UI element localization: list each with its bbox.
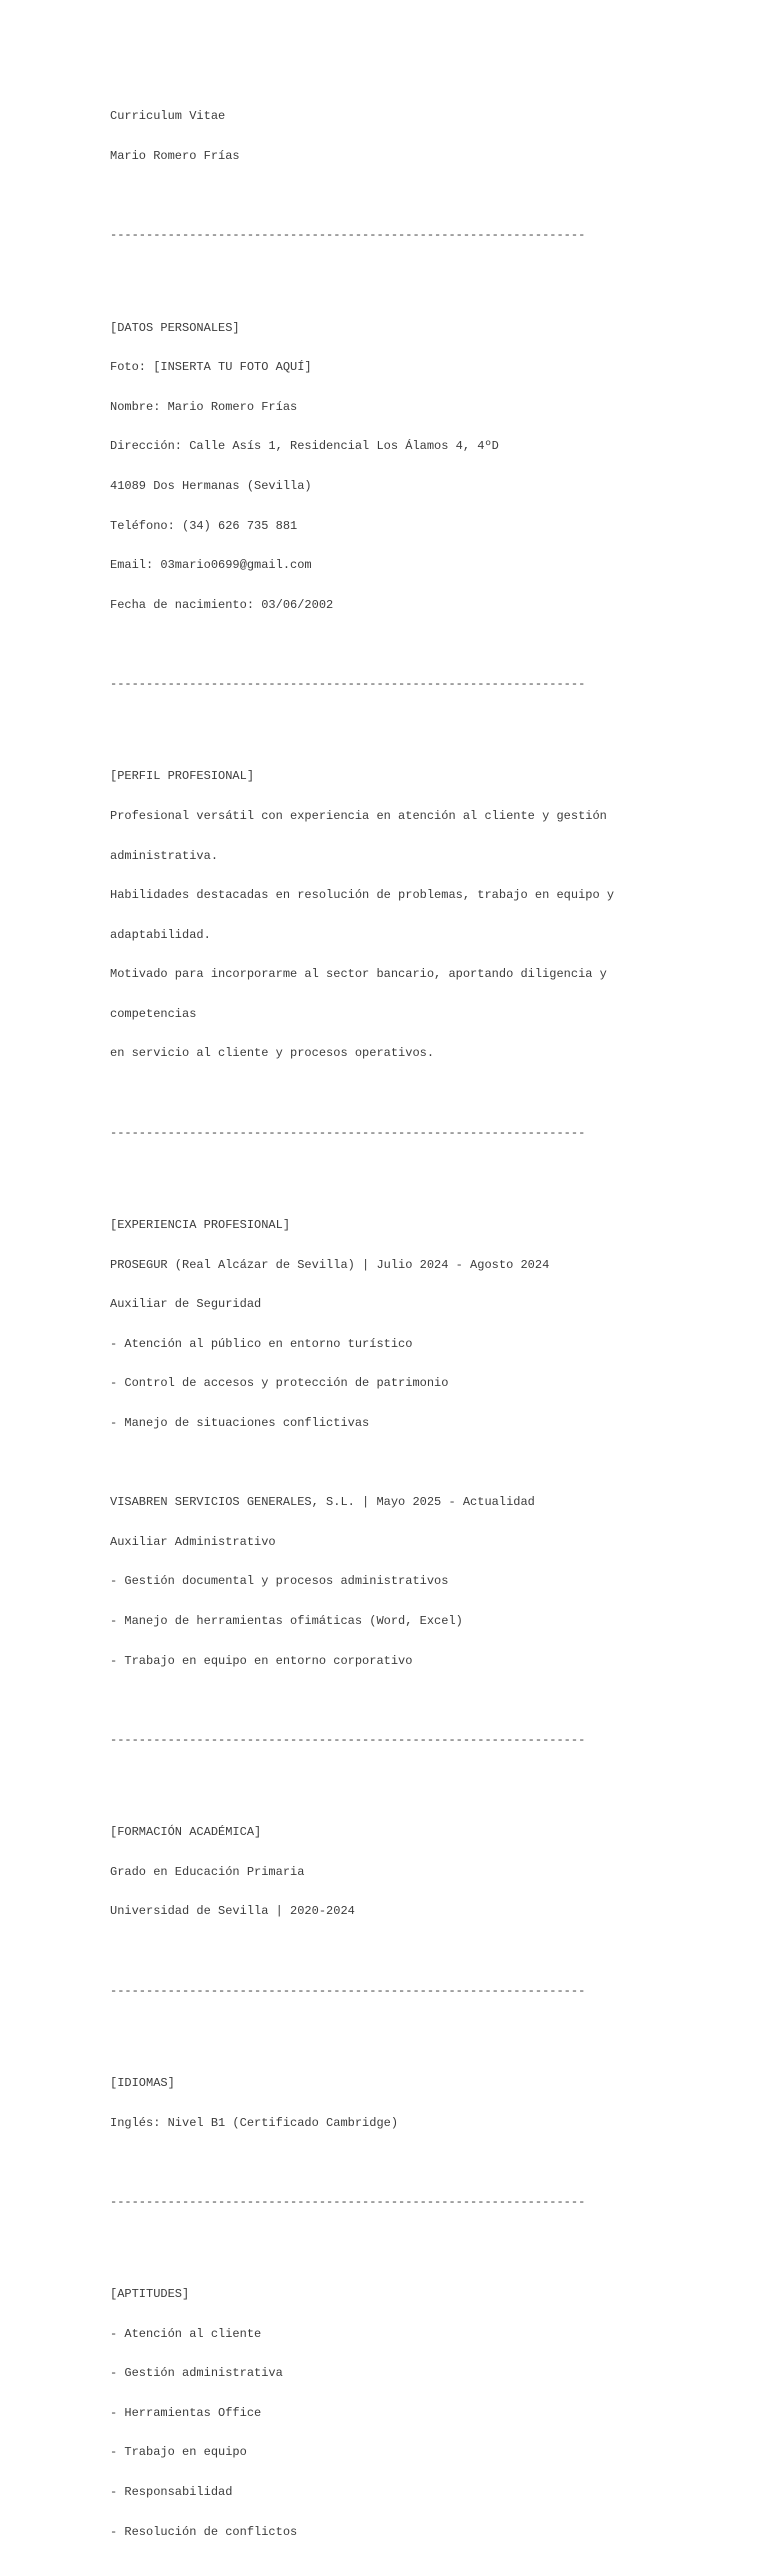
address-city: 41089 Dos Hermanas (Sevilla) <box>110 478 312 493</box>
job-title: Auxiliar de Seguridad <box>110 1297 262 1312</box>
blank-line <box>110 1166 710 1179</box>
cv-document <box>110 84 710 2552</box>
blank-line <box>110 269 710 282</box>
skill-item: - Resolución de conflictos <box>110 2524 298 2539</box>
section-heading-experiencia: [EXPERIENCIA PROFESIONAL] <box>110 1218 291 1233</box>
blank-line <box>110 1773 710 1786</box>
section-heading-datos-personales: [DATOS PERSONALES] <box>110 320 240 335</box>
section-divider: ------------------------------------------------------------------ <box>110 228 586 243</box>
section-divider: ------------------------------------------------------------------ <box>110 676 586 691</box>
profile-text: Habilidades destacadas en resolución de problemas, trabajo en equipo y <box>110 888 615 903</box>
language: Inglés: Nivel B1 (Certificado Cambridge) <box>110 2115 399 2130</box>
blank-line <box>110 2235 710 2248</box>
blank-line <box>110 190 710 203</box>
profile-text: competencias <box>110 1006 197 1021</box>
job-task: - Manejo de herramientas ofimáticas (Word, Excel) <box>110 1613 463 1628</box>
full-name: Nombre: Mario Romero Frías <box>110 399 298 414</box>
job-title: Auxiliar Administrativo <box>110 1534 276 1549</box>
blank-line <box>110 1945 710 1958</box>
email: Email: 03mario0699@gmail.com <box>110 558 312 573</box>
skill-item: - Herramientas Office <box>110 2405 262 2420</box>
blank-line <box>110 2156 710 2169</box>
doc-name: Mario Romero Frías <box>110 149 240 163</box>
section-divider: ------------------------------------------------------------------ <box>110 1732 586 1747</box>
degree: Grado en Educación Primaria <box>110 1864 305 1879</box>
blank-line <box>110 2024 710 2037</box>
profile-text: administrativa. <box>110 848 219 863</box>
section-divider: ------------------------------------------------------------------ <box>110 1125 586 1140</box>
section-divider: ------------------------------------------------------------------ <box>110 1983 586 1998</box>
skill-item: - Gestión administrativa <box>110 2366 283 2381</box>
address-line: Dirección: Calle Asís 1, Residencial Los Álamos 4, 4ºD <box>110 439 499 454</box>
skill-item: - Trabajo en equipo <box>110 2445 247 2460</box>
doc-title: Curriculum Vitae <box>110 109 226 124</box>
blank-line <box>110 1457 710 1470</box>
skill-item: - Responsabilidad <box>110 2485 233 2500</box>
job-task: - Trabajo en equipo en entorno corporativo <box>110 1653 413 1668</box>
job-task: - Manejo de situaciones conflictivas <box>110 1416 370 1431</box>
job-task: - Control de accesos y protección de patrimonio <box>110 1376 449 1391</box>
job-header: PROSEGUR (Real Alcázar de Sevilla) | Julio 2024 - Agosto 2024 <box>110 1257 550 1272</box>
profile-text: adaptabilidad. <box>110 927 211 942</box>
profile-text: Motivado para incorporarme al sector bancario, aportando diligencia y <box>110 967 607 982</box>
skill-item: - Atención al cliente <box>110 2326 262 2341</box>
section-divider: ------------------------------------------------------------------ <box>110 2194 586 2209</box>
blank-line <box>110 638 710 651</box>
job-header: VISABREN SERVICIOS GENERALES, S.L. | Mayo 2025 - Actualidad <box>110 1495 535 1510</box>
section-heading-perfil: [PERFIL PROFESIONAL] <box>110 769 255 784</box>
university: Universidad de Sevilla | 2020-2024 <box>110 1904 355 1919</box>
profile-text: en servicio al cliente y procesos operativos. <box>110 1046 435 1061</box>
blank-line <box>110 718 710 731</box>
job-task: - Atención al público en entorno turístico <box>110 1336 413 1351</box>
photo-placeholder: Foto: [INSERTA TU FOTO AQUÍ] <box>110 360 312 375</box>
phone: Teléfono: (34) 626 735 881 <box>110 518 298 533</box>
profile-text: Profesional versátil con experiencia en atención al cliente y gestión <box>110 808 607 823</box>
section-heading-aptitudes: [APTITUDES] <box>110 2287 190 2302</box>
blank-line <box>110 1694 710 1707</box>
job-task: - Gestión documental y procesos administrativos <box>110 1574 449 1589</box>
blank-line <box>110 1087 710 1100</box>
birth-date: Fecha de nacimiento: 03/06/2002 <box>110 597 334 612</box>
section-heading-formacion: [FORMACIÓN ACADÉMICA] <box>110 1825 262 1840</box>
section-heading-idiomas: [IDIOMAS] <box>110 2075 175 2090</box>
